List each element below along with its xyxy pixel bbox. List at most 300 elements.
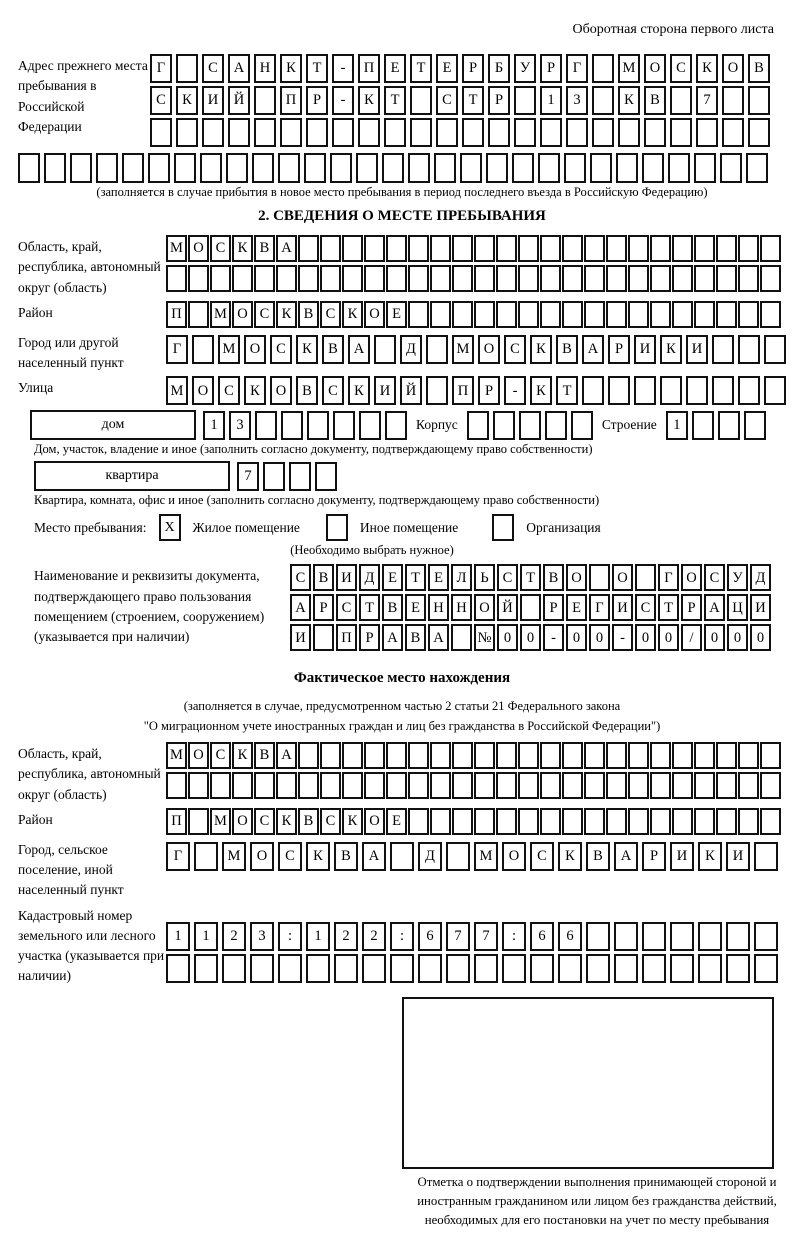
form-cell[interactable] <box>540 301 561 328</box>
form-cell[interactable] <box>518 301 539 328</box>
form-cell[interactable]: 0 <box>750 624 771 651</box>
form-cell[interactable]: И <box>670 842 694 871</box>
form-cell[interactable] <box>764 376 786 405</box>
form-cell[interactable] <box>518 235 539 262</box>
form-cell[interactable]: К <box>306 842 330 871</box>
form-cell[interactable] <box>313 624 334 651</box>
form-cell[interactable]: О <box>188 742 209 769</box>
form-cell[interactable]: Й <box>400 376 422 405</box>
form-cell[interactable]: О <box>478 335 500 364</box>
form-cell[interactable]: И <box>290 624 311 651</box>
form-cell[interactable] <box>430 772 451 799</box>
form-cell[interactable]: Е <box>405 594 426 621</box>
form-cell[interactable] <box>304 153 326 183</box>
form-cell[interactable] <box>586 954 610 983</box>
form-cell[interactable]: К <box>276 808 297 835</box>
form-cell[interactable] <box>716 808 737 835</box>
form-cell[interactable] <box>738 376 760 405</box>
form-cell[interactable]: И <box>612 594 633 621</box>
form-cell[interactable] <box>650 772 671 799</box>
form-cell[interactable] <box>386 742 407 769</box>
form-cell[interactable] <box>276 772 297 799</box>
form-cell[interactable] <box>520 594 541 621</box>
form-cell[interactable]: О <box>232 808 253 835</box>
form-cell[interactable]: Р <box>359 624 380 651</box>
form-cell[interactable] <box>694 742 715 769</box>
form-cell[interactable] <box>628 742 649 769</box>
form-cell[interactable] <box>642 954 666 983</box>
form-cell[interactable] <box>386 235 407 262</box>
form-cell[interactable] <box>564 153 586 183</box>
form-cell[interactable] <box>738 235 759 262</box>
form-cell[interactable]: К <box>558 842 582 871</box>
form-cell[interactable]: Е <box>382 564 403 591</box>
form-cell[interactable] <box>635 564 656 591</box>
form-cell[interactable] <box>418 954 442 983</box>
form-cell[interactable] <box>694 265 715 292</box>
form-cell[interactable] <box>584 265 605 292</box>
form-cell[interactable] <box>672 772 693 799</box>
form-cell[interactable] <box>592 54 614 83</box>
form-cell[interactable] <box>188 808 209 835</box>
form-cell[interactable] <box>188 772 209 799</box>
form-cell[interactable]: 1 <box>194 922 218 951</box>
form-cell[interactable] <box>748 118 770 147</box>
form-cell[interactable]: Г <box>566 54 588 83</box>
form-cell[interactable] <box>306 954 330 983</box>
form-cell[interactable] <box>760 265 781 292</box>
form-cell[interactable] <box>446 842 470 871</box>
form-cell[interactable] <box>754 842 778 871</box>
form-cell[interactable] <box>582 376 604 405</box>
form-cell[interactable]: Т <box>410 54 432 83</box>
form-cell[interactable]: В <box>405 624 426 651</box>
form-cell[interactable]: О <box>364 808 385 835</box>
form-cell[interactable] <box>426 376 448 405</box>
form-cell[interactable]: К <box>342 808 363 835</box>
form-cell[interactable] <box>562 742 583 769</box>
form-cell[interactable] <box>518 742 539 769</box>
form-cell[interactable] <box>408 742 429 769</box>
form-cell[interactable]: Т <box>658 594 679 621</box>
form-cell[interactable] <box>306 118 328 147</box>
form-cell[interactable] <box>716 742 737 769</box>
form-cell[interactable] <box>694 153 716 183</box>
form-cell[interactable]: Г <box>166 335 188 364</box>
form-cell[interactable]: С <box>635 594 656 621</box>
form-cell[interactable]: 0 <box>497 624 518 651</box>
form-cell[interactable] <box>540 808 561 835</box>
form-cell[interactable] <box>410 86 432 115</box>
form-cell[interactable]: В <box>382 594 403 621</box>
form-cell[interactable] <box>722 118 744 147</box>
form-cell[interactable]: И <box>634 335 656 364</box>
form-cell[interactable] <box>122 153 144 183</box>
form-cell[interactable] <box>289 462 311 491</box>
form-cell[interactable]: И <box>750 594 771 621</box>
form-cell[interactable]: Р <box>543 594 564 621</box>
form-cell[interactable] <box>606 772 627 799</box>
form-cell[interactable] <box>362 954 386 983</box>
form-cell[interactable] <box>385 411 407 440</box>
form-cell[interactable] <box>386 772 407 799</box>
form-cell[interactable] <box>148 153 170 183</box>
form-cell[interactable] <box>650 742 671 769</box>
form-cell[interactable]: Г <box>166 842 190 871</box>
form-cell[interactable] <box>672 301 693 328</box>
form-cell[interactable] <box>18 153 40 183</box>
form-cell[interactable] <box>430 808 451 835</box>
form-cell[interactable]: Е <box>386 808 407 835</box>
form-cell[interactable] <box>716 772 737 799</box>
form-cell[interactable]: Е <box>436 54 458 83</box>
form-cell[interactable]: И <box>726 842 750 871</box>
form-cell[interactable]: С <box>497 564 518 591</box>
form-cell[interactable] <box>451 624 472 651</box>
form-cell[interactable]: К <box>530 376 552 405</box>
house-box[interactable]: дом <box>30 410 196 440</box>
form-cell[interactable] <box>650 301 671 328</box>
form-cell[interactable] <box>738 742 759 769</box>
form-cell[interactable]: 7 <box>474 922 498 951</box>
form-cell[interactable]: - <box>504 376 526 405</box>
form-cell[interactable] <box>628 772 649 799</box>
form-cell[interactable] <box>692 411 714 440</box>
form-cell[interactable] <box>540 265 561 292</box>
form-cell[interactable] <box>764 335 786 364</box>
form-cell[interactable] <box>488 118 510 147</box>
form-cell[interactable] <box>518 772 539 799</box>
form-cell[interactable]: М <box>166 376 188 405</box>
form-cell[interactable] <box>194 842 218 871</box>
form-cell[interactable]: 2 <box>222 922 246 951</box>
form-cell[interactable] <box>672 808 693 835</box>
form-cell[interactable] <box>496 808 517 835</box>
form-cell[interactable] <box>390 842 414 871</box>
form-cell[interactable]: М <box>452 335 474 364</box>
form-cell[interactable] <box>712 376 734 405</box>
form-cell[interactable] <box>430 265 451 292</box>
form-cell[interactable] <box>496 265 517 292</box>
form-cell[interactable]: Р <box>462 54 484 83</box>
form-cell[interactable] <box>566 118 588 147</box>
form-cell[interactable]: В <box>586 842 610 871</box>
form-cell[interactable]: 7 <box>696 86 718 115</box>
form-cell[interactable]: Ь <box>474 564 495 591</box>
form-cell[interactable]: А <box>362 842 386 871</box>
form-cell[interactable]: Р <box>681 594 702 621</box>
form-cell[interactable]: С <box>270 335 292 364</box>
form-cell[interactable]: 0 <box>727 624 748 651</box>
form-cell[interactable] <box>540 742 561 769</box>
form-cell[interactable]: А <box>582 335 604 364</box>
form-cell[interactable] <box>716 301 737 328</box>
form-cell[interactable]: Т <box>359 594 380 621</box>
form-cell[interactable] <box>320 235 341 262</box>
form-cell[interactable] <box>96 153 118 183</box>
form-cell[interactable] <box>670 954 694 983</box>
form-cell[interactable] <box>512 153 534 183</box>
form-cell[interactable]: К <box>176 86 198 115</box>
form-cell[interactable] <box>486 153 508 183</box>
form-cell[interactable]: 2 <box>334 922 358 951</box>
form-cell[interactable] <box>200 153 222 183</box>
form-cell[interactable]: П <box>358 54 380 83</box>
form-cell[interactable]: О <box>364 301 385 328</box>
form-cell[interactable]: П <box>452 376 474 405</box>
form-cell[interactable] <box>540 118 562 147</box>
form-cell[interactable] <box>434 153 456 183</box>
form-cell[interactable]: Г <box>658 564 679 591</box>
form-cell[interactable] <box>738 808 759 835</box>
form-cell[interactable] <box>628 265 649 292</box>
form-cell[interactable]: 0 <box>520 624 541 651</box>
form-cell[interactable] <box>650 235 671 262</box>
form-cell[interactable]: А <box>228 54 250 83</box>
form-cell[interactable]: С <box>704 564 725 591</box>
form-cell[interactable] <box>716 265 737 292</box>
form-cell[interactable] <box>606 235 627 262</box>
form-cell[interactable]: Ц <box>727 594 748 621</box>
form-cell[interactable] <box>502 954 526 983</box>
form-cell[interactable]: М <box>166 742 187 769</box>
form-cell[interactable] <box>614 954 638 983</box>
form-cell[interactable]: К <box>696 54 718 83</box>
form-cell[interactable] <box>670 86 692 115</box>
form-cell[interactable]: В <box>254 235 275 262</box>
form-cell[interactable] <box>616 153 638 183</box>
form-cell[interactable] <box>307 411 329 440</box>
form-cell[interactable] <box>584 742 605 769</box>
form-cell[interactable]: - <box>332 54 354 83</box>
form-cell[interactable]: А <box>276 742 297 769</box>
form-cell[interactable] <box>618 118 640 147</box>
form-cell[interactable] <box>194 954 218 983</box>
form-cell[interactable] <box>408 301 429 328</box>
form-cell[interactable]: К <box>348 376 370 405</box>
form-cell[interactable] <box>584 301 605 328</box>
form-cell[interactable]: С <box>254 808 275 835</box>
form-cell[interactable] <box>188 301 209 328</box>
form-cell[interactable] <box>545 411 567 440</box>
form-cell[interactable]: С <box>504 335 526 364</box>
form-cell[interactable]: С <box>290 564 311 591</box>
form-cell[interactable]: В <box>543 564 564 591</box>
form-cell[interactable] <box>650 808 671 835</box>
form-cell[interactable]: Д <box>400 335 422 364</box>
form-cell[interactable]: - <box>332 86 354 115</box>
form-cell[interactable] <box>410 118 432 147</box>
form-cell[interactable] <box>754 922 778 951</box>
form-cell[interactable]: Р <box>306 86 328 115</box>
form-cell[interactable]: 1 <box>306 922 330 951</box>
form-cell[interactable]: 0 <box>566 624 587 651</box>
form-cell[interactable] <box>250 954 274 983</box>
form-cell[interactable] <box>606 301 627 328</box>
form-cell[interactable] <box>452 772 473 799</box>
form-cell[interactable] <box>634 376 656 405</box>
form-cell[interactable] <box>320 742 341 769</box>
form-cell[interactable]: М <box>210 301 231 328</box>
form-cell[interactable]: М <box>166 235 187 262</box>
form-cell[interactable] <box>584 808 605 835</box>
form-cell[interactable]: В <box>298 301 319 328</box>
form-cell[interactable] <box>315 462 337 491</box>
form-cell[interactable] <box>166 772 187 799</box>
form-cell[interactable]: С <box>320 301 341 328</box>
form-cell[interactable] <box>474 742 495 769</box>
form-cell[interactable] <box>452 265 473 292</box>
form-cell[interactable]: : <box>390 922 414 951</box>
form-cell[interactable]: 7 <box>237 462 259 491</box>
form-cell[interactable] <box>584 235 605 262</box>
form-cell[interactable] <box>744 411 766 440</box>
form-cell[interactable] <box>670 922 694 951</box>
form-cell[interactable]: К <box>530 335 552 364</box>
form-cell[interactable]: : <box>278 922 302 951</box>
form-cell[interactable]: 0 <box>635 624 656 651</box>
form-cell[interactable] <box>210 265 231 292</box>
form-cell[interactable] <box>358 118 380 147</box>
form-cell[interactable]: Л <box>451 564 472 591</box>
form-cell[interactable] <box>166 265 187 292</box>
form-cell[interactable] <box>446 954 470 983</box>
form-cell[interactable] <box>694 808 715 835</box>
form-cell[interactable] <box>254 118 276 147</box>
form-cell[interactable] <box>188 265 209 292</box>
form-cell[interactable] <box>562 772 583 799</box>
form-cell[interactable] <box>210 772 231 799</box>
form-cell[interactable] <box>166 954 190 983</box>
form-cell[interactable] <box>562 235 583 262</box>
form-cell[interactable] <box>474 235 495 262</box>
form-cell[interactable]: Р <box>478 376 500 405</box>
form-cell[interactable]: К <box>232 235 253 262</box>
form-cell[interactable]: Н <box>451 594 472 621</box>
form-cell[interactable]: О <box>270 376 292 405</box>
form-cell[interactable] <box>364 265 385 292</box>
form-cell[interactable]: М <box>222 842 246 871</box>
form-cell[interactable]: С <box>530 842 554 871</box>
form-cell[interactable] <box>592 118 614 147</box>
form-cell[interactable]: П <box>336 624 357 651</box>
form-cell[interactable]: В <box>334 842 358 871</box>
form-cell[interactable] <box>176 118 198 147</box>
form-cell[interactable]: 6 <box>418 922 442 951</box>
form-cell[interactable] <box>382 153 404 183</box>
form-cell[interactable]: К <box>618 86 640 115</box>
form-cell[interactable]: А <box>276 235 297 262</box>
form-cell[interactable] <box>738 335 760 364</box>
form-cell[interactable]: Й <box>497 594 518 621</box>
form-cell[interactable] <box>514 86 536 115</box>
form-cell[interactable] <box>452 742 473 769</box>
form-cell[interactable] <box>330 153 352 183</box>
form-cell[interactable] <box>298 265 319 292</box>
form-cell[interactable] <box>460 153 482 183</box>
form-cell[interactable]: С <box>436 86 458 115</box>
form-cell[interactable] <box>298 235 319 262</box>
form-cell[interactable]: / <box>681 624 702 651</box>
form-cell[interactable] <box>452 301 473 328</box>
form-cell[interactable]: 3 <box>566 86 588 115</box>
form-cell[interactable] <box>712 335 734 364</box>
form-cell[interactable]: О <box>188 235 209 262</box>
form-cell[interactable] <box>390 954 414 983</box>
form-cell[interactable]: Р <box>608 335 630 364</box>
form-cell[interactable]: : <box>502 922 526 951</box>
form-cell[interactable]: С <box>210 235 231 262</box>
form-cell[interactable]: И <box>336 564 357 591</box>
form-cell[interactable] <box>589 564 610 591</box>
form-cell[interactable]: О <box>644 54 666 83</box>
form-cell[interactable]: К <box>276 301 297 328</box>
form-cell[interactable] <box>232 772 253 799</box>
form-cell[interactable] <box>760 235 781 262</box>
form-cell[interactable] <box>202 118 224 147</box>
form-cell[interactable] <box>364 235 385 262</box>
form-cell[interactable] <box>474 954 498 983</box>
form-cell[interactable]: И <box>686 335 708 364</box>
form-cell[interactable] <box>462 118 484 147</box>
form-cell[interactable]: Р <box>313 594 334 621</box>
form-cell[interactable]: О <box>232 301 253 328</box>
form-cell[interactable] <box>70 153 92 183</box>
form-cell[interactable]: К <box>296 335 318 364</box>
form-cell[interactable] <box>174 153 196 183</box>
form-cell[interactable] <box>668 153 690 183</box>
form-cell[interactable]: 1 <box>203 411 225 440</box>
form-cell[interactable] <box>660 376 682 405</box>
form-cell[interactable]: С <box>150 86 172 115</box>
form-cell[interactable]: С <box>322 376 344 405</box>
form-cell[interactable]: С <box>670 54 692 83</box>
form-cell[interactable] <box>584 772 605 799</box>
form-cell[interactable] <box>281 411 303 440</box>
form-cell[interactable]: 1 <box>666 411 688 440</box>
form-cell[interactable] <box>333 411 355 440</box>
form-cell[interactable] <box>608 376 630 405</box>
form-cell[interactable] <box>356 153 378 183</box>
form-cell[interactable]: - <box>543 624 564 651</box>
form-cell[interactable]: В <box>254 742 275 769</box>
form-cell[interactable]: - <box>612 624 633 651</box>
form-cell[interactable] <box>254 772 275 799</box>
form-cell[interactable] <box>672 265 693 292</box>
form-cell[interactable]: К <box>280 54 302 83</box>
form-cell[interactable]: С <box>202 54 224 83</box>
form-cell[interactable] <box>408 772 429 799</box>
form-cell[interactable] <box>718 411 740 440</box>
form-cell[interactable] <box>254 265 275 292</box>
form-cell[interactable]: 0 <box>589 624 610 651</box>
form-cell[interactable]: 2 <box>362 922 386 951</box>
form-cell[interactable] <box>334 954 358 983</box>
form-cell[interactable]: Т <box>556 376 578 405</box>
form-cell[interactable]: О <box>192 376 214 405</box>
form-cell[interactable] <box>519 411 541 440</box>
form-cell[interactable]: М <box>218 335 240 364</box>
form-cell[interactable]: М <box>474 842 498 871</box>
form-cell[interactable]: 3 <box>250 922 274 951</box>
form-cell[interactable]: 6 <box>558 922 582 951</box>
form-cell[interactable]: С <box>210 742 231 769</box>
form-cell[interactable] <box>738 301 759 328</box>
form-cell[interactable]: Д <box>418 842 442 871</box>
form-cell[interactable] <box>642 153 664 183</box>
form-cell[interactable]: Т <box>384 86 406 115</box>
form-cell[interactable] <box>720 153 742 183</box>
